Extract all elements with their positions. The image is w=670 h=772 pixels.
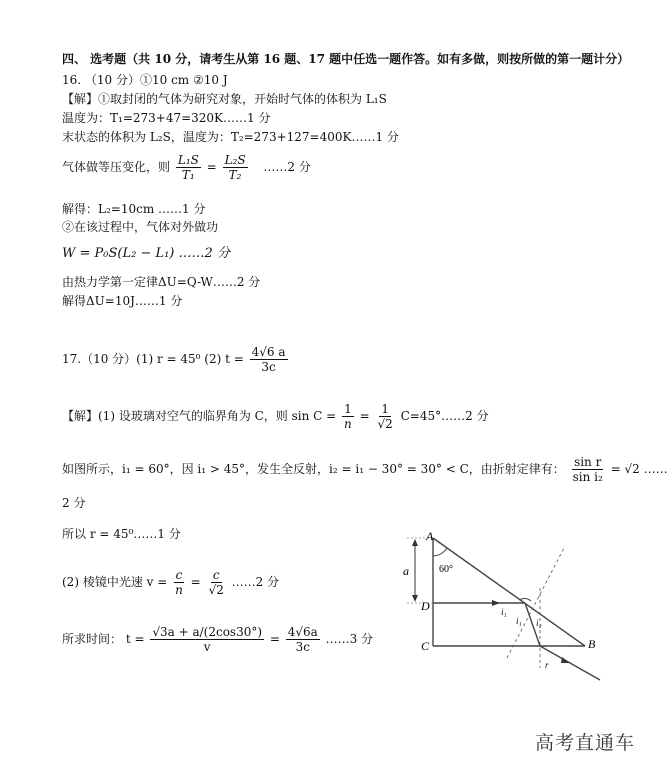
q17-line-3: 2 分	[62, 496, 86, 510]
label-a-vertex: A	[426, 529, 434, 543]
q16-line-7: W = P₀S(L₂ − L₁) ……2 分	[62, 246, 230, 261]
ray-arrowhead-2	[561, 657, 570, 663]
section-heading: 四、 选考题（共 10 分，请考生从第 16 题、17 题中任选一题作答。如有多做，则按所做的第一题计分）	[62, 52, 630, 66]
label-b: B	[588, 637, 596, 651]
q16-header: 16. （10 分）①10 cm ②10 J	[62, 73, 228, 87]
label-r: r	[545, 660, 549, 670]
prism-side-ab	[433, 538, 585, 646]
normal-line-1	[507, 546, 565, 658]
label-i1-b: i₁	[516, 616, 522, 626]
ray-arrowhead	[492, 600, 500, 606]
fraction: $\frac{\text{L₁S}}{\text{T₁}}$	[177, 153, 199, 182]
label-d: D	[421, 599, 430, 613]
fraction: $\frac{\text{sin r}}{\text{sin i₂}}$	[572, 455, 603, 484]
q16-line-8: 由热力学第一定律ΔU=Q-W……2 分	[62, 275, 261, 289]
q17-line-5: (2) 棱镜中光速 v = $\frac{c}{n}$ = $\frac{c}{√2}$ ……2 分	[62, 568, 280, 597]
label-c: C	[421, 639, 430, 653]
q17-line-1: 【解】(1) 设玻璃对空气的临界角为 C，则 sin C = $\frac{1}{n}$ = $\frac{1}{√2}$ C=45°……2 分	[62, 402, 489, 431]
q17-line-4: 所以 r = 45⁰……1 分	[62, 527, 181, 541]
q16-line-6: ②在该过程中，气体对外做功	[62, 220, 219, 234]
fraction: $\frac{√3a + a/(2\cos 30^\circ)}{v}$	[152, 625, 263, 654]
angle-arc	[433, 548, 447, 556]
fraction: $\frac{\text{L₂S}}{\text{T₂}}$	[224, 153, 246, 182]
q17-line-2: 如图所示，i₁ = 60°，因 i₁ > 45°，发生全反射，i₂ = i₁ − 30° = 30° < C，由折射定律有： $\frac{\text{sin r}}{\text{sin i₂}}$ = √2 ……	[62, 455, 668, 484]
prism-diagram	[395, 528, 620, 688]
dim-arrowhead-bottom	[412, 595, 418, 602]
q17-header: 17.（10 分）(1) r = 45⁰ (2) t = $\frac{4√6 a}{3c}$	[62, 345, 286, 374]
label-60: 60°	[439, 564, 453, 575]
fraction: $\frac{4√6a}{3c}$	[287, 625, 318, 654]
q16-line-4: 气体做等压变化，则 $\frac{\text{L₁S}}{\text{T₁}}$ = $\frac{\text{L₂S}}{\text{T₂}}$ ……2 分	[62, 153, 311, 182]
fraction: $\frac{c}{√2}$	[208, 568, 224, 597]
q16-line-5: 解得：L₂=10cm ……1 分	[62, 202, 206, 216]
q16-line-1: 【解】①取封闭的气体为研究对象，开始时气体的体积为 L₁S	[62, 92, 387, 106]
fraction: $\frac{1}{n}$	[344, 402, 352, 431]
dim-arrowhead-top	[412, 539, 418, 546]
q16-line-2: 温度为：T₁=273+47=320K……1 分	[62, 111, 271, 125]
watermark: 高考直通车	[535, 732, 636, 754]
fraction: $\frac{4√6 a}{3c}$	[251, 345, 286, 374]
fraction: $\frac{c}{n}$	[175, 568, 183, 597]
q16-line-3: 末状态的体积为 L₂S，温度为：T₂=273+127=400K……1 分	[62, 130, 399, 144]
label-i2: i₂	[536, 618, 542, 628]
label-i1: i₁	[501, 607, 507, 617]
q16-line-4-prefix: 气体做等压变化，则	[62, 160, 171, 174]
q16-line-9: 解得ΔU=10J……1 分	[62, 294, 183, 308]
q17-line-6: 所求时间： t = $\frac{√3a + a/(2\cos 30^\circ)}{v}$ = $\frac{4√6a}{3c}$ ……3 分	[62, 625, 374, 654]
label-a-length: a	[403, 564, 409, 578]
fraction: $\frac{1}{√2}$	[377, 402, 393, 431]
